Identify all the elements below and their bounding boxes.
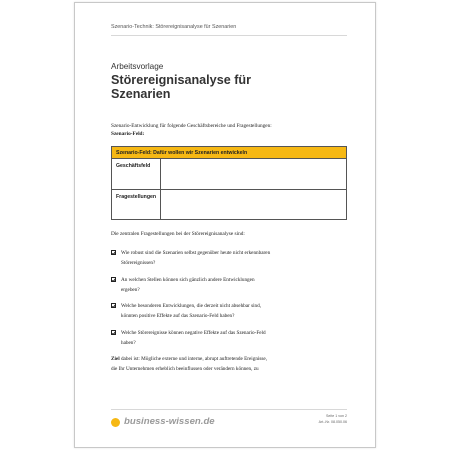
question-line: Störereignissen? [121,260,156,266]
running-header: Szenario-Technik: Störereignisanalyse für Szenarien [111,24,237,30]
scenario-field-label: Szenario-Feld: [111,131,145,137]
business-field-label: Geschäftsfeld [116,163,151,169]
questions-label: Fragestellungen [116,194,157,200]
aim-text: dabei ist: Mögliche externe und interne, abrupt auftretende Ereignisse, [119,356,268,362]
question-line: Welche Störereignisse können negative Effekte auf das Szenario-Feld [121,330,266,336]
question-line: könnten positive Effekte auf das Szenario-Feld haben? [121,313,235,319]
checkbox-icon [111,330,116,335]
aim-label: Ziel [111,356,120,362]
question-line: Welche besonderen Entwicklungen, die derzeit nicht absehbar sind, [121,303,262,309]
aim-text: die Ihr Unternehmen erheblich beeinflussen oder verändern können, zu [111,366,259,372]
table-header: Szenario-Feld: Dafür wollen wir Szenarien entwickeln [112,147,346,159]
questions-intro: Die zentralen Fragestellungen bei der Störereignisanalyse sind: [111,231,245,237]
question-line: Wie robust sind die Szenarien selbst gegenüber heute nicht erkennbaren [121,250,271,256]
intro-text: Szenario-Entwicklung für folgende Geschäftsbereiche und Fragestellungen: [111,123,272,129]
question-line: An welchen Stellen können sich gänzlich andere Entwicklungen [121,277,255,283]
footer-divider [111,409,347,410]
header-divider [111,35,347,36]
checkbox-icon [111,303,116,308]
table-row-questions [112,190,346,220]
document-page [74,2,376,448]
page-info: Seite 1 von 2 [326,414,347,418]
table-row-business-field [112,159,346,190]
checkbox-icon [111,250,116,255]
question-line: ergeben? [121,287,140,293]
logo-dot-icon [111,418,120,427]
checkbox-icon [111,277,116,282]
brand-name: business-wissen.de [124,416,215,427]
document-type: Arbeitsvorlage [111,62,164,71]
document-title: Störereignisanalyse für Szenarien [111,73,251,102]
footer-meta [301,413,347,425]
article-number: Art.-Nr. 08.050.06 [318,420,347,424]
aim-paragraph [111,354,347,374]
question-line: haben? [121,340,136,346]
scenario-field-table [111,146,347,220]
intro-paragraph [111,122,272,138]
